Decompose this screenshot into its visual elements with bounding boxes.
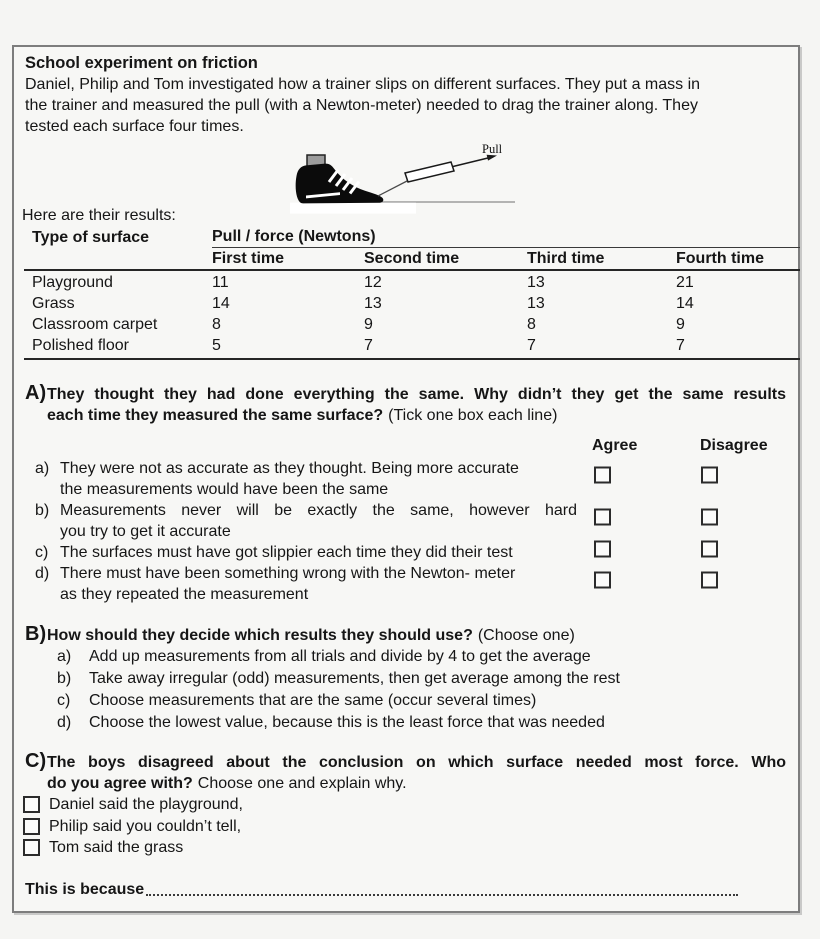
table-time-header: Second time [364,248,527,271]
value-cell: 13 [364,295,382,312]
statement-text: There must have been something wrong with the Newton- meter [60,565,516,582]
choice-letter: d) [57,714,72,731]
section-a-heading [25,384,786,426]
because-answer-row [25,881,786,899]
statement-text: They were not as accurate as they thought. Being more accurate [60,460,519,477]
newton-meter [405,162,454,182]
option-label: Philip said you couldn’t tell, [49,817,242,835]
worksheet-title: School experiment on friction [25,54,258,72]
option-row-daniel [23,794,786,816]
surface-cell: Polished floor [24,335,212,359]
statement-text: The surfaces must have got slippier each time they did their test [60,544,513,561]
because-label: This is because [25,880,145,898]
section-a-question-line2 [47,405,786,426]
agree-disagree-header [25,437,786,458]
value-cell: 9 [676,316,685,333]
choice-row-b[interactable] [57,668,786,690]
value-cell: 7 [364,335,527,359]
section-b-heading [25,625,786,646]
table-row [24,335,800,359]
choice-row-d[interactable] [57,712,786,734]
table-row [24,270,800,293]
agree-column-label: Agree [592,437,638,454]
value-cell: 13 [527,295,545,312]
agree-checkbox-c[interactable] [594,540,611,557]
trainer-figure [14,137,798,205]
section-c-heading [25,752,786,794]
option-row-tom [23,837,786,859]
section-c-question-line2 [47,773,786,794]
section-c-instruction: Choose one and explain why. [197,775,407,792]
statement-letter: b) [35,502,50,519]
table-time-header: Third time [527,248,676,271]
choice-letter: c) [57,692,71,709]
section-b-question-bold: How should they decide which results they should use? [47,627,473,644]
statement-row-c [35,542,786,563]
choice-text: Take away irregular (odd) measurements, then get average among the rest [89,670,620,687]
section-a-letter: A) [25,382,47,404]
pull-arrow-shaft [453,157,492,167]
choice-text: Choose the lowest value, because this is the least force that was needed [89,714,605,731]
value-cell: 12 [364,274,382,291]
value-cell: 21 [676,274,694,291]
choice-row-c[interactable] [57,690,786,712]
answer-dotted-line[interactable] [146,894,738,896]
pull-arrow-label: Pull [482,142,503,156]
section-c-question-line1: The boys disagreed about the conclusion on which surface needed most force. Who [47,754,786,771]
statement-letter: c) [35,544,49,561]
option-label: Tom said the grass [49,839,184,857]
section-c-letter: C) [25,750,47,772]
intro-line: tested each surface four times. [25,118,244,135]
results-caption: Here are their results: [22,207,176,224]
statement-row-d [35,563,786,605]
philip-checkbox[interactable] [23,818,40,835]
agree-checkbox-d[interactable] [594,572,611,589]
statement-text: you try to get it accurate [60,523,231,540]
table-row [24,314,800,335]
worksheet [12,45,800,913]
section-a [25,384,786,605]
surface-cell: Classroom carpet [32,316,158,333]
intro-line: Daniel, Philip and Tom investigated how a trainer slips on different surfaces. They put a mass in [25,76,701,93]
table-time-header: Fourth time [676,248,800,271]
section-c-options [23,794,786,859]
tom-checkbox[interactable] [23,839,40,856]
choice-letter: b) [57,670,72,687]
disagree-checkbox-d[interactable] [701,572,718,589]
table-empty-cell [24,248,212,271]
statement-row-a [35,458,786,500]
section-c-question-bold: do you agree with? [47,775,193,792]
section-b [25,625,786,734]
agree-checkbox-a[interactable] [594,467,611,484]
disagree-column-label: Disagree [700,437,768,454]
statement-letter: a) [35,460,50,477]
value-cell: 14 [212,295,230,312]
statement-text: Measurements never will be exactly the same, however hard [60,502,577,519]
value-cell: 8 [527,316,536,333]
value-cell: 7 [676,335,800,359]
pull-string [378,181,408,197]
value-cell: 14 [676,295,694,312]
statement-row-b [35,500,786,542]
choice-letter: a) [57,648,72,665]
section-b-letter: B) [25,623,47,645]
disagree-checkbox-b[interactable] [701,509,718,526]
surface-cell: Playground [32,274,113,291]
disagree-checkbox-c[interactable] [701,540,718,557]
ground-highlight [290,203,416,214]
section-a-question-line1: They thought they had done everything the same. Why didn’t they get the same results [47,386,786,403]
results-table [24,226,800,360]
section-b-instruction: (Choose one) [477,627,575,644]
section-a-instruction: (Tick one box each line) [388,407,558,424]
statement-letter: d) [35,565,50,582]
section-b-question [47,625,786,646]
value-cell: 7 [527,335,676,359]
table-row [24,293,800,314]
option-row-philip [23,816,786,838]
value-cell: 13 [527,274,545,291]
agree-checkbox-b[interactable] [594,509,611,526]
daniel-checkbox[interactable] [23,796,40,813]
value-cell: 5 [212,335,364,359]
choice-text: Add up measurements from all trials and divide by 4 to get the average [89,648,591,665]
table-surface-header: Type of surface [32,228,150,246]
section-c [25,752,786,859]
surface-cell: Grass [32,295,75,312]
value-cell: 8 [212,316,221,333]
statement-text: as they repeated the measurement [60,586,309,603]
section-a-question-bold: each time they measured the same surface? [47,407,384,424]
intro-line: the trainer and measured the pull (with a Newton-meter) needed to drag the trainer along. They [25,97,698,114]
option-label: Daniel said the playground, [49,796,243,814]
table-group-header: Pull / force (Newtons) [212,226,800,248]
trainer-illustration [270,137,518,217]
intro-paragraph [25,74,784,137]
table-time-header: First time [212,248,364,271]
section-a-statements [35,458,786,605]
statement-text: the measurements would have been the same [60,481,389,498]
choice-row-a[interactable] [57,646,786,668]
choice-text: Choose measurements that are the same (occur several times) [89,692,537,709]
value-cell: 11 [212,274,229,291]
disagree-checkbox-a[interactable] [701,467,718,484]
value-cell: 9 [364,316,373,333]
